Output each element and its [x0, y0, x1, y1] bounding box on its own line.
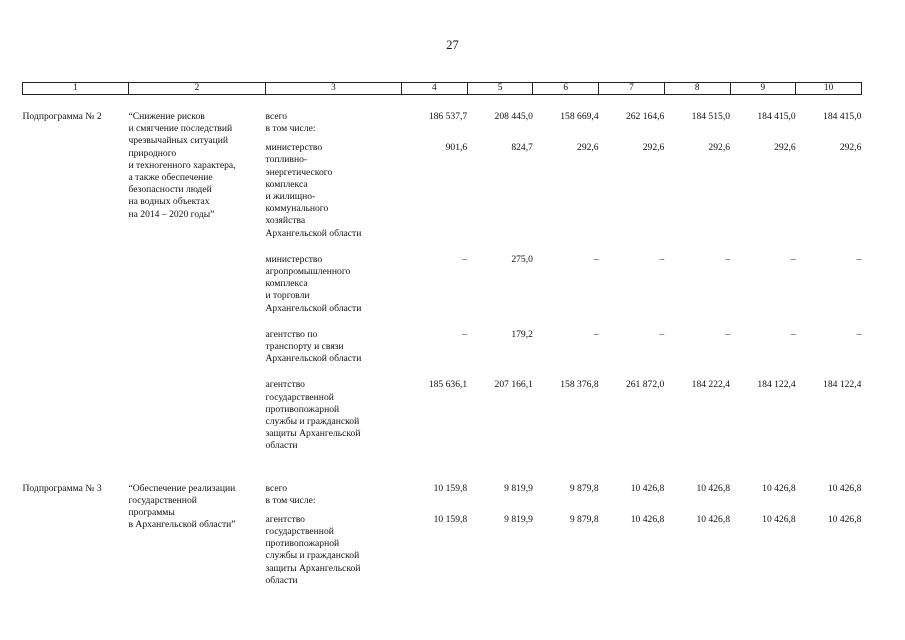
- amount-cell: 901,6: [445, 142, 468, 154]
- subprogram-cell: Подпрограмма № 3: [22, 482, 102, 494]
- amount-cell: 185 636,1: [428, 379, 468, 391]
- amount-cell: 10 159,8: [433, 513, 468, 525]
- amount-cell: 186 537,7: [428, 111, 468, 122]
- table-body: [23, 95, 862, 588]
- amount-cell: 10 426,8: [696, 513, 731, 525]
- executor-cell: всего: [265, 111, 288, 122]
- row-spacer: [23, 453, 862, 469]
- amount-cell: [402, 495, 468, 514]
- row-spacer: [23, 95, 862, 112]
- amount-cell: [730, 123, 796, 142]
- executor-cell: агентство государственной противопожарной службы и гражданской защиты Архангельской области: [265, 379, 361, 452]
- amount-cell: 292,6: [839, 142, 862, 154]
- amount-cell: 292,6: [642, 142, 665, 154]
- column-number: 1: [23, 83, 129, 95]
- budget-table: [22, 82, 862, 587]
- executor-cell: агентство по транспорту и связи Архангельской области: [265, 328, 362, 365]
- amount-cell: –: [790, 253, 796, 265]
- amount-cell: –: [462, 253, 468, 265]
- executor-cell: в том числе:: [265, 123, 316, 135]
- amount-cell: 262 164,6: [625, 111, 665, 122]
- amount-cell: –: [856, 253, 862, 265]
- column-number: 2: [129, 83, 266, 95]
- amount-cell: 10 426,8: [630, 513, 665, 525]
- amount-cell: [796, 495, 862, 514]
- amount-cell: 10 426,8: [762, 482, 796, 494]
- column-number: 9: [730, 83, 796, 95]
- amount-cell: 184 515,0: [691, 111, 731, 122]
- amount-cell: 158 376,8: [560, 379, 599, 391]
- amount-cell: –: [593, 328, 599, 340]
- column-number: 7: [599, 83, 665, 95]
- amount-cell: 10 159,8: [433, 482, 468, 494]
- amount-cell: [796, 123, 862, 142]
- amount-cell: 275,0: [511, 253, 533, 265]
- executor-cell: министерство топливно- энергетического комплекса и жилищно- коммунального хозяйства Архангельской области: [265, 142, 362, 239]
- amount-cell: 184 122,4: [823, 379, 862, 391]
- amount-cell: 10 426,8: [630, 482, 665, 494]
- amount-cell: [467, 123, 533, 142]
- amount-cell: 10 426,8: [827, 513, 862, 525]
- column-number: 8: [664, 83, 730, 95]
- amount-cell: [467, 495, 533, 514]
- column-number: 5: [467, 83, 533, 95]
- amount-cell: 10 426,8: [762, 513, 796, 525]
- amount-cell: [730, 495, 796, 514]
- amount-cell: 9 879,8: [569, 513, 599, 525]
- amount-cell: 207 166,1: [494, 379, 533, 391]
- table-row: [23, 483, 862, 495]
- amount-cell: 184 122,4: [757, 379, 796, 391]
- amount-cell: –: [856, 328, 862, 340]
- amount-cell: 9 819,9: [504, 482, 533, 494]
- amount-cell: 292,6: [774, 142, 796, 154]
- amount-cell: [664, 123, 730, 142]
- program-goal-cell: “Снижение рисков и смягчение последствий чрезвычайных ситуаций природного и техногенного характера, а также обеспечение безопасности людей на водных объектах на 2014 – 2020 годы”: [128, 111, 236, 220]
- executor-cell: всего: [265, 482, 288, 494]
- amount-cell: [664, 495, 730, 514]
- amount-cell: [533, 123, 599, 142]
- executor-cell: министерство агропромышленного комплекса и торговли Архангельской области: [265, 253, 362, 314]
- executor-cell: агентство государственной противопожарной службы и гражданской защиты Архангельской области: [265, 513, 361, 586]
- column-number: 6: [533, 83, 599, 95]
- page-number: 27: [446, 38, 459, 52]
- amount-cell: –: [725, 328, 731, 340]
- table-row: [23, 111, 862, 123]
- column-number-row: [23, 83, 862, 95]
- amount-cell: [402, 123, 468, 142]
- amount-cell: –: [659, 328, 665, 340]
- amount-cell: 184 415,0: [823, 111, 862, 122]
- amount-cell: 824,7: [511, 142, 533, 154]
- column-number: 3: [266, 83, 402, 95]
- subprogram-cell: Подпрограмма № 2: [22, 111, 102, 122]
- column-number: 10: [796, 83, 862, 95]
- amount-cell: 158 669,4: [560, 111, 599, 122]
- amount-cell: –: [462, 328, 468, 340]
- amount-cell: 292,6: [708, 142, 731, 154]
- column-number: 4: [402, 83, 468, 95]
- amount-cell: 9 819,9: [504, 513, 533, 525]
- amount-cell: 292,6: [577, 142, 599, 154]
- amount-cell: –: [790, 328, 796, 340]
- row-spacer: [23, 469, 862, 483]
- amount-cell: [599, 495, 665, 514]
- amount-cell: 10 426,8: [696, 482, 731, 494]
- amount-cell: 179,2: [511, 328, 533, 340]
- program-goal-cell: “Обеспечение реализации государственной программы в Архангельской области”: [128, 482, 236, 531]
- amount-cell: –: [593, 253, 599, 265]
- amount-cell: 184 222,4: [691, 379, 731, 391]
- executor-cell: в том числе:: [265, 494, 316, 506]
- amount-cell: 208 445,0: [494, 111, 533, 122]
- amount-cell: 184 415,0: [757, 111, 796, 122]
- amount-cell: 9 879,8: [569, 482, 599, 494]
- amount-cell: [533, 495, 599, 514]
- amount-cell: –: [725, 253, 731, 265]
- amount-cell: –: [659, 253, 665, 265]
- amount-cell: 10 426,8: [827, 482, 862, 494]
- amount-cell: [599, 123, 665, 142]
- amount-cell: 261 872,0: [625, 379, 665, 391]
